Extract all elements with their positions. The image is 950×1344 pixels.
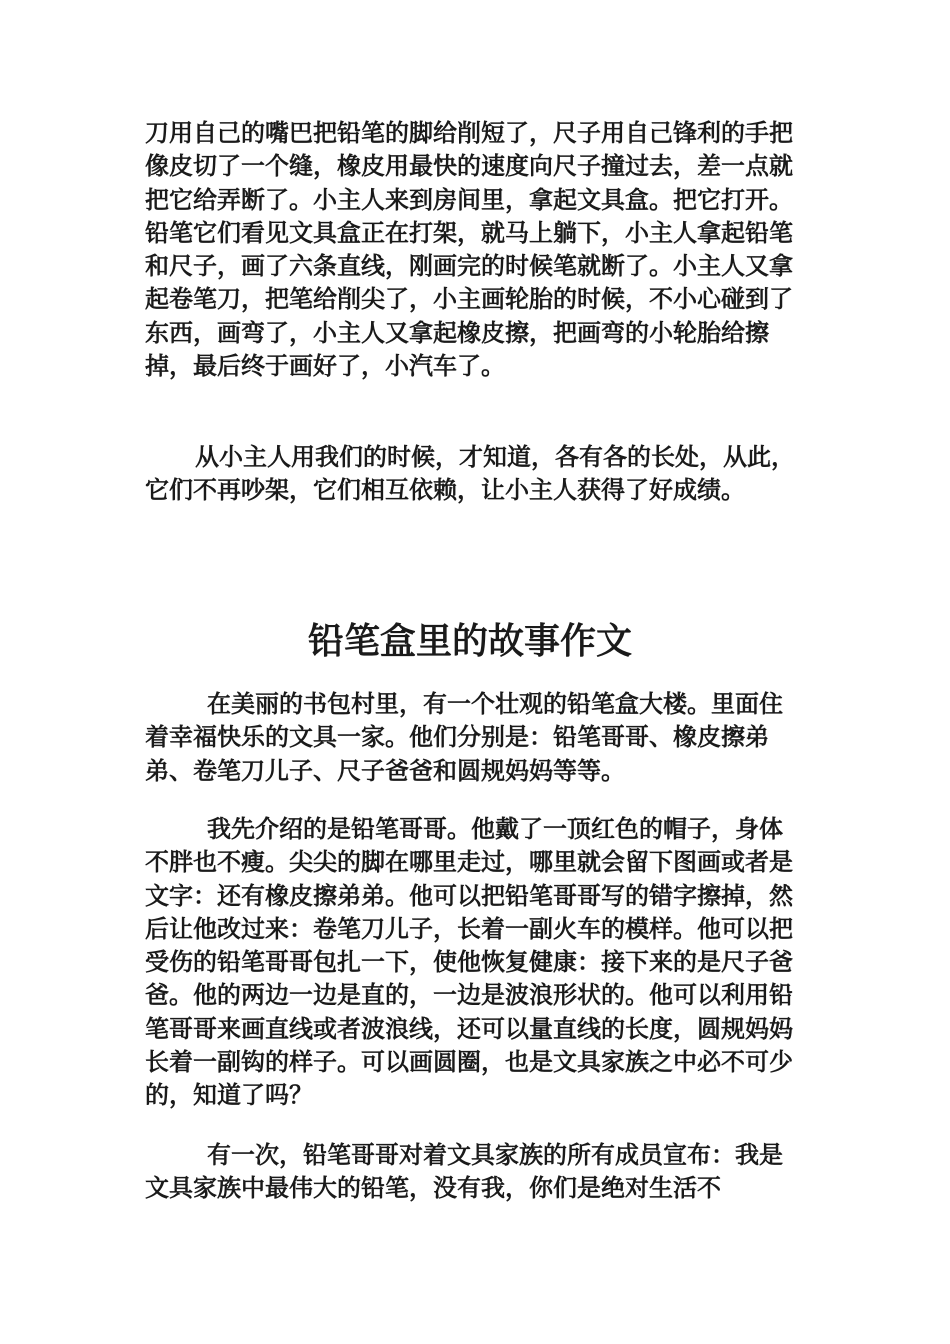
paragraph-family-members: 我先介绍的是铅笔哥哥。他戴了一顶红色的帽子，身体不胖也不瘦。尖尖的脚在哪里走过，哪里就会留下图画或者是文字：还有橡皮擦弟弟。他可以把铅笔哥哥写的错字擦掉，然后让他改过来：卷笔刀儿子，长着一副火车的模样。他可以把受伤的铅笔哥哥包扎一下，使他恢复健康：接下来的是尺子爸爸。他的两边一边是直的，一边是波浪形状的。他可以利用铅笔哥哥来画直线或者波浪线，还可以量直线的长度，圆规妈妈长着一副钩的样子。可以画圆圈，也是文具家族之中必不可少的，知道了吗？ — [145, 815, 793, 1110]
paragraph-introduction: 在美丽的书包村里，有一个壮观的铅笔盒大楼。里面住着幸福快乐的文具一家。他们分别是：铅笔哥哥、橡皮擦弟弟、卷笔刀儿子、尺子爸爸和圆规妈妈等等。 — [145, 690, 783, 785]
paragraph-story-continuation: 刀用自己的嘴巴把铅笔的脚给削短了，尺子用自己锋利的手把像皮切了一个缝，橡皮用最快的速度向尺子撞过去，差一点就把它给弄断了。小主人来到房间里，拿起文具盒。把它打开。铅笔它们看见文具盒正在打架，就马上躺下，小主人拿起铅笔和尺子，画了六条直线，刚画完的时候笔就断了。小主人又拿起卷笔刀，把笔给削尖了，小主画轮胎的时候，不小心碰到了东西，画弯了，小主人又拿起橡皮擦，把画弯的小轮胎给擦掉，最后终于画好了，小汽车了。 — [145, 119, 793, 381]
paragraph-announcement: 有一次，铅笔哥哥对着文具家族的所有成员宣布：我是文具家族中最伟大的铅笔，没有我，你们是绝对生活不 — [145, 1141, 783, 1203]
paragraph-story-ending: 从小主人用我们的时候，才知道，各有各的长处，从此，它们不再吵架，它们相互依赖，让小主人获得了好成绩。 — [145, 443, 795, 505]
essay-title: 铅笔盒里的故事作文 — [307, 621, 632, 662]
